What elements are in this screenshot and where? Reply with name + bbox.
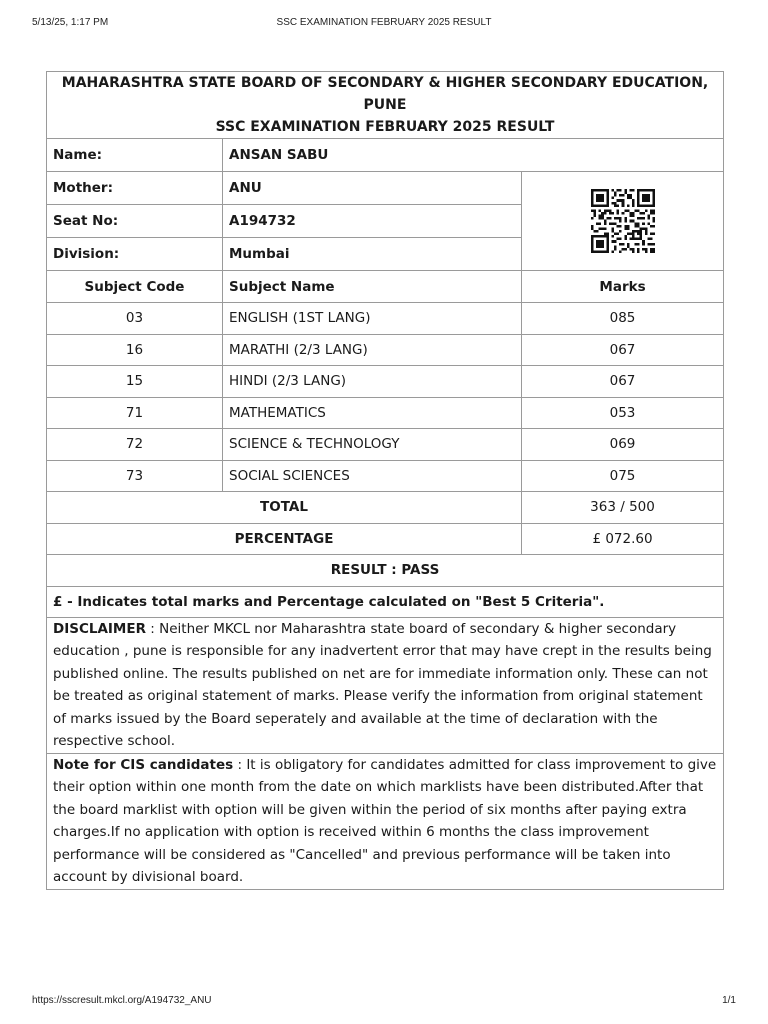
subject-marks: 075 (522, 460, 724, 492)
result-status: RESULT : PASS (47, 555, 724, 587)
qr-code-icon (589, 189, 657, 253)
disclaimer-row (47, 617, 724, 753)
seat-number: A194732 (223, 205, 522, 238)
cis-note-label: Note for CIS candidates (53, 756, 234, 773)
subject-code: 03 (47, 303, 223, 335)
criteria-note: £ - Indicates total marks and Percentage calculated on "Best 5 Criteria". (47, 586, 724, 617)
criteria-row (47, 586, 724, 617)
exam-title: SSC EXAMINATION FEBRUARY 2025 RESULT (215, 119, 555, 135)
mother-label: Mother: (47, 172, 223, 205)
cis-note-row (47, 753, 724, 889)
print-title: SSC EXAMINATION FEBRUARY 2025 RESULT (276, 17, 492, 28)
subject-name: MARATHI (2/3 LANG) (223, 334, 522, 366)
mother-name: ANU (223, 172, 522, 205)
subject-row (47, 334, 724, 366)
qr-cell (522, 172, 724, 271)
mother-row (47, 172, 724, 205)
result-row (47, 555, 724, 587)
page-url: https://sscresult.mkcl.org/A194732_ANU (32, 995, 212, 1006)
subject-row (47, 460, 724, 492)
total-label: TOTAL (47, 492, 522, 524)
total-row (47, 492, 724, 524)
student-name: ANSAN SABU (223, 139, 724, 172)
subject-name: MATHEMATICS (223, 397, 522, 429)
subject-row (47, 429, 724, 461)
subject-code: 73 (47, 460, 223, 492)
subject-code: 71 (47, 397, 223, 429)
page-number: 1/1 (722, 995, 736, 1006)
board-header (47, 72, 724, 139)
subject-marks: 067 (522, 334, 724, 366)
disclaimer-label: DISCLAIMER (53, 620, 146, 637)
col-subject-name: Subject Name (223, 271, 522, 303)
disclaimer-text: : Neither MKCL nor Maharashtra state board of secondary & higher secondary education , pune is responsible for any inadvertent error that may have crept in the results being published online. The results published on net are for immediate information only. These can not be treated as original statement of marks. Please verify the information from original statement of marks issued by the Board seperately and available at the time of declaration with the respective school. (53, 620, 712, 749)
total-value: 363 / 500 (522, 492, 724, 524)
subject-name: SOCIAL SCIENCES (223, 460, 522, 492)
subject-marks: 053 (522, 397, 724, 429)
subject-marks: 067 (522, 366, 724, 398)
division-label: Division: (47, 238, 223, 271)
col-marks: Marks (522, 271, 724, 303)
percentage-value: £ 072.60 (522, 523, 724, 555)
subject-row (47, 303, 724, 335)
subject-name: ENGLISH (1ST LANG) (223, 303, 522, 335)
name-label: Name: (47, 139, 223, 172)
result-table (46, 71, 724, 890)
cis-note-text: : It is obligatory for candidates admitted for class improvement to give their option within one month from the date on which marklists have been distributed.After that the board marklist with option will be given within the period of six months after paying extra charges.If no application with option is received within 6 months the class improvement performance will be considered as "Cancelled" and previous performance will be taken into account by divisional board. (53, 756, 717, 885)
disclaimer (47, 617, 724, 753)
division-value: Mumbai (223, 238, 522, 271)
column-header-row (47, 271, 724, 303)
cis-note (47, 753, 724, 889)
seat-label: Seat No: (47, 205, 223, 238)
subject-row (47, 366, 724, 398)
percentage-row (47, 523, 724, 555)
board-name: MAHARASHTRA STATE BOARD OF SECONDARY & HIGHER SECONDARY EDUCATION, PUNE (61, 75, 709, 113)
subject-code: 15 (47, 366, 223, 398)
subject-marks: 085 (522, 303, 724, 335)
print-datetime: 5/13/25, 1:17 PM (32, 17, 109, 28)
print-header (32, 17, 736, 31)
subject-code: 72 (47, 429, 223, 461)
subject-marks: 069 (522, 429, 724, 461)
board-header-row (47, 72, 724, 139)
col-subject-code: Subject Code (47, 271, 223, 303)
subject-code: 16 (47, 334, 223, 366)
print-footer (32, 995, 736, 1009)
name-row (47, 139, 724, 172)
subject-row (47, 397, 724, 429)
percentage-label: PERCENTAGE (47, 523, 522, 555)
subject-name: HINDI (2/3 LANG) (223, 366, 522, 398)
subject-name: SCIENCE & TECHNOLOGY (223, 429, 522, 461)
